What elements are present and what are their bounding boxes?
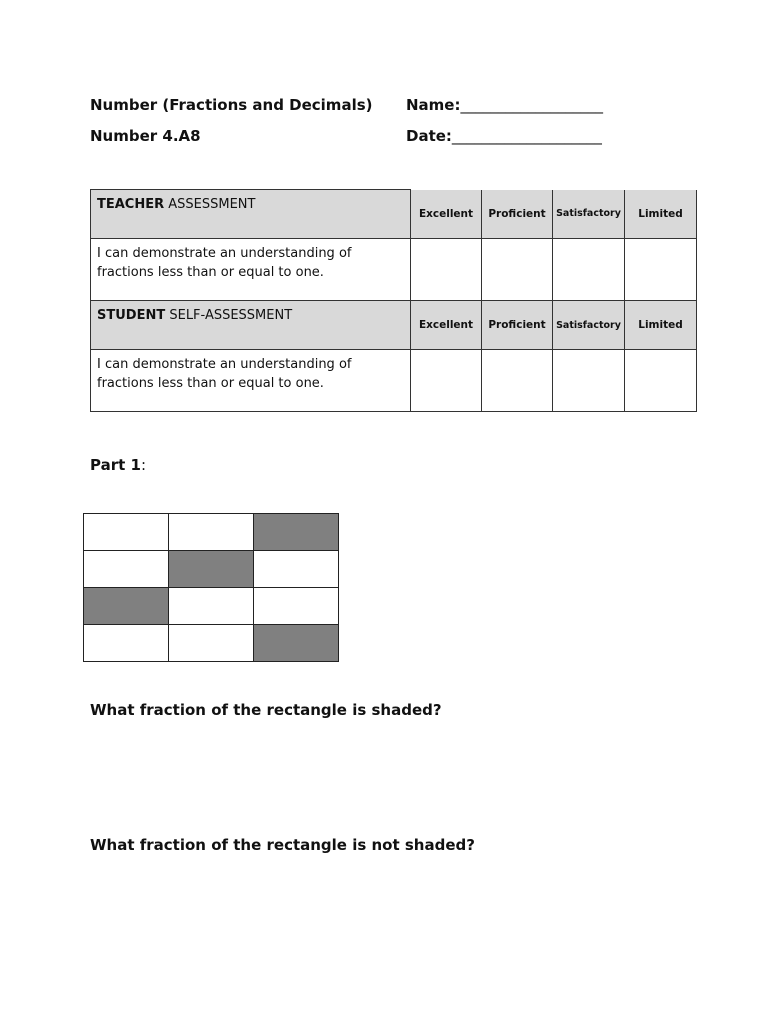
grid-cell [84, 514, 169, 551]
student-rating-limited-label: Limited [625, 301, 697, 350]
teacher-rating-excellent-label: Excellent [411, 190, 482, 239]
grid-cell-shaded [254, 625, 339, 662]
teacher-rating-excellent-cell[interactable] [411, 239, 482, 301]
teacher-rating-satisfactory-label: Satisfactory [553, 190, 625, 239]
student-assessment-header-row [91, 301, 697, 350]
grid-cell [169, 588, 254, 625]
date-label: Date: [406, 127, 452, 145]
worksheet-title: Number (Fractions and Decimals) [90, 96, 373, 114]
student-rating-excellent-cell[interactable] [411, 350, 482, 412]
teacher-rating-limited-cell[interactable] [625, 239, 697, 301]
grid-cell [254, 588, 339, 625]
grid-cell [169, 625, 254, 662]
student-statement: I can demonstrate an understanding of fractions less than or equal to one. [91, 350, 411, 412]
student-rating-excellent-label: Excellent [411, 301, 482, 350]
grid-row [84, 625, 339, 662]
teacher-rating-limited-label: Limited [625, 190, 697, 239]
teacher-statement: I can demonstrate an understanding of fractions less than or equal to one. [91, 239, 411, 301]
teacher-assessment-heading: TEACHER ASSESSMENT [91, 190, 411, 239]
student-rating-satisfactory-cell[interactable] [553, 350, 625, 412]
teacher-rating-proficient-label: Proficient [482, 190, 553, 239]
teacher-assessment-row [91, 239, 697, 301]
grid-cell [169, 514, 254, 551]
part-1-heading: Part 1: [90, 456, 147, 474]
grid-cell-shaded [254, 514, 339, 551]
question-shaded: What fraction of the rectangle is shaded? [90, 701, 442, 719]
grid-cell-shaded [169, 551, 254, 588]
student-rating-proficient-label: Proficient [482, 301, 553, 350]
grid-cell [84, 625, 169, 662]
name-label: Name: [406, 96, 461, 114]
assessment-table [90, 189, 697, 412]
fraction-rectangle-grid [83, 513, 339, 662]
grid-cell-shaded [84, 588, 169, 625]
date-field[interactable] [406, 127, 602, 145]
teacher-rating-satisfactory-cell[interactable] [553, 239, 625, 301]
name-field[interactable] [406, 96, 603, 114]
grid-row [84, 588, 339, 625]
date-line: ____________________ [451, 127, 602, 145]
teacher-rating-proficient-cell[interactable] [482, 239, 553, 301]
student-assessment-row [91, 350, 697, 412]
grid-row [84, 514, 339, 551]
grid-cell [84, 551, 169, 588]
question-not-shaded: What fraction of the rectangle is not shaded? [90, 836, 475, 854]
student-assessment-heading: STUDENT SELF-ASSESSMENT [91, 301, 411, 350]
student-rating-proficient-cell[interactable] [482, 350, 553, 412]
grid-cell [254, 551, 339, 588]
name-line: ___________________ [460, 96, 603, 114]
student-rating-satisfactory-label: Satisfactory [553, 301, 625, 350]
teacher-assessment-header-row [91, 190, 697, 239]
grid-row [84, 551, 339, 588]
worksheet-code: Number 4.A8 [90, 127, 201, 145]
student-rating-limited-cell[interactable] [625, 350, 697, 412]
